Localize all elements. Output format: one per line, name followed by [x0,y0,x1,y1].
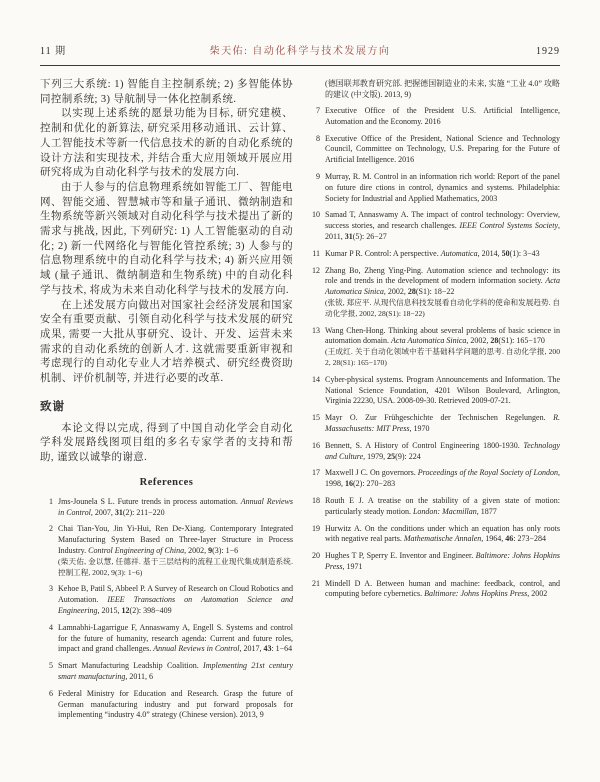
reference-item [307,441,560,463]
reference-segment: Maxwell J C. On governors. [325,468,418,478]
reference-segment: 31 [114,507,123,517]
reference-segment: (2): 270−283 [353,479,396,489]
reference-item [307,210,560,242]
references-list-left [40,497,293,721]
reference-segment: Federal Ministry for Education and Research. Grasp the future of German manufacturing industry and put forward proposals for implementing “industry 4.0” strategy (Chinese version). 2013, 9 [58,688,293,720]
reference-item [307,413,560,435]
reference-segment: Automatica [440,248,478,258]
page-number: 1929 [536,46,560,57]
reference-segment: , 2002, [383,287,408,297]
reference-segment: , 1979, [363,451,388,461]
reference-text [325,249,560,260]
reference-segment: (9): 224 [395,451,421,461]
reference-segment: Acta Automatica Sinica [391,336,467,346]
reference-segment: Mathematische Annalen [403,534,482,544]
reference-text [58,497,293,519]
reference-segment: Executive Office of the President, National Science and Technology Council, Committee on Technology, U.S. Preparing for the Future of Artificial Intelligence. 2016 [325,133,560,165]
reference-text [325,579,560,601]
reference-chinese-text: (柴天佑, 金以慧, 任德祥. 基于三层结构的流程工业现代集成制造系统. 控制工程, 2002, 9(3): 1−6) [58,556,293,577]
reference-segment: (3): 1−6 [212,546,239,556]
reference-text [58,524,293,578]
reference-segment: Wang Chen-Hong. Thinking about several problems of basic science in automation domain. [325,325,560,346]
reference-segment: Murray, R. M. Control in an information rich world: Report of the panel on future dire ctions in control, dynamics and systems. Philadelphia: Society for Industrial and Applied Mathematics, 2003 [325,171,560,203]
reference-segment: Mindell D A. Between human and machine: feedback, control, and computing before cybernetics. [325,578,560,599]
reference-segment: , 2002, [466,336,491,346]
reference-segment: Annual Reviews in Control [153,644,240,654]
reference-segment: 9 [208,546,213,556]
references-list-right [307,106,560,600]
reference-segment: , 1877 [476,506,497,516]
reference-segment: , 2017, [239,644,264,654]
reference-segment: Annual Reviews in Control [58,496,294,517]
reference-segment: IEEE Control Systems Society [459,221,558,231]
reference-number: 8 [316,133,320,143]
reference-segment: 43 [263,644,272,654]
reference-item [307,375,560,407]
reference-segment: Smart Manufacturing Leadship Coalition. [58,661,204,671]
reference-segment: , 1964, [481,534,506,544]
body-paragraph: 由于人参与的信息物理系统如智能工厂、智能电网、智能交通、智慧城市等和量子通讯、微纳制造和生物系统等新兴领域对自动化科学与技术提出了新的需求与挑战, 因此, 下列研究: 1) 人工智能驱动的自动化; 2) 新一代网络化与智能化管控系统; 3) 人参与的信息物理系统中的自动化科学与技术; 4) 新兴应用领域 (量子通讯、微纳制造和生物系统) 中的自动化科学与技术, 将成为未来自动化科学与技术的发展方向. [40,181,293,296]
reference-text [58,584,293,616]
reference-item [307,266,560,320]
reference-number: 10 [312,210,320,220]
reference-item [40,497,293,519]
reference-number: 17 [312,468,320,478]
reference-text [325,375,560,407]
acknowledgment-heading: 致谢 [40,400,65,413]
reference-segment: , 1970 [409,423,430,433]
reference-segment: London: Macmillan [412,506,477,516]
reference-segment: (5): 26−27 [352,231,387,241]
reference-segment: Zhang Bo, Zheng Ying-Ping. Automation science and technology: its role and trends in the development of modern information society. [325,265,560,286]
reference-chinese-text: (王成红. 关于自动化领域中若干基础科学问题的思考. 自动化学报, 2002, 28(S1): 165−170) [325,347,560,367]
reference-segment: IEEE Transactions on Automation Science and Engineering [58,595,294,616]
reference-item [307,524,560,546]
reference-number: 18 [312,495,320,505]
reference-text [325,468,560,490]
reference-number: 2 [49,524,53,534]
reference-number: 1 [49,496,53,506]
reference-segment: Mayr O. Zur Frühgeschichte der Technischen Regelungen. [325,413,554,423]
reference-segment: , 1998, [325,468,561,489]
reference-segment: 25 [387,451,396,461]
reference-text [58,661,293,683]
reference-item [307,551,560,573]
reference-segment: , 2002, [184,546,209,556]
reference-segment: Technology and Culture [325,440,560,461]
reference-segment: (S1): 165−170 [498,336,545,346]
reference-segment: (2): 398−409 [129,606,172,616]
reference-number: 21 [312,578,320,588]
two-column-body [40,78,560,727]
reference-chinese-text: (张钹, 郑应平. 从现代信息科技发展看自动化学科的使命和发展趋势. 自动化学报, 2002, 28(S1): 18−22) [325,297,560,318]
reference-segment: 28 [407,287,416,297]
reference-segment: 28 [490,336,499,346]
reference-item [40,661,293,683]
reference-item [307,106,560,128]
references-heading: References [139,476,194,488]
reference-segment: Samad T, Annaswamy A. The impact of control technology: Overview, success stories, and research challenges. [325,210,560,231]
reference-segment: 12 [121,606,130,616]
reference-segment: Chai Tian-You, Jin Yi-Hui, Ren De-Xiang. Contemporary Integrated Manufacturing System Based on Three-layer Structure in Process Industry. [58,524,293,556]
reference-number: 12 [312,265,320,275]
reference-segment: , 2015, [97,606,122,616]
reference-text [325,210,560,242]
reference-item [307,172,560,204]
right-column-lead: (德国联邦教育研究部. 把握德国制造业的未来, 实施 “工业 4.0” 攻略的建议 (中文版). 2013, 9) [325,79,560,99]
reference-item [40,623,293,655]
reference-item [40,689,293,721]
reference-number: 3 [49,584,53,594]
reference-text [325,106,560,128]
reference-text [325,413,560,435]
reference-segment: 50 [501,248,510,258]
reference-segment: Implementing 21st century smart manufacturing [58,661,294,682]
reference-item [307,579,560,601]
reference-text [325,266,560,320]
reference-segment: : 273−284 [513,534,546,544]
reference-segment: Executive Office of the President U.S. Artificial Intelligence, Automation and the Economy. 2016 [325,106,560,126]
reference-segment: : 1−64 [271,644,293,654]
reference-number: 4 [49,622,53,632]
reference-segment: Control Engineering of China [88,546,185,556]
reference-text [58,623,293,655]
reference-number: 5 [49,661,53,671]
reference-segment: Lamnabhi-Lagarrigue F, Annaswamy A, Engell S. Systems and control for the future of humanity, research agenda: Current and future roles, impact and grand challenges. [58,622,293,654]
reference-text [325,441,560,463]
reference-segment: Cyber-physical systems. Program Announcements and Information. The National Science Foundation, 4201 Wilson Boulevard, Arlington, Virginia 22230, USA. 2008-09-30. Retrieved 2009-07-21. [325,374,560,406]
reference-segment: 46 [505,534,514,544]
reference-segment: Routh E J. A treatise on the stability of a given state of motion: particularly steady motion. [325,495,560,516]
reference-text [325,524,560,546]
reference-text [325,172,560,204]
reference-number: 19 [312,523,320,533]
reference-number: 16 [312,440,320,450]
reference-item [307,496,560,518]
reference-segment: Baltimore: Johns Hopkins Press [325,551,560,571]
reference-number: 15 [312,413,320,423]
body-paragraph: 以实现上述系统的愿景功能为目标, 研究建模、控制和优化的新算法, 研究采用移动通讯、云计算、人工智能技术等新一代信息技术的新的自动化系统的设计方法和实现技术, 并结合重大应用领域开展应用研究将成为自动化科学与技术的发展方向. [40,108,293,179]
reference-segment: , 2011, [325,221,560,241]
reference-segment: Hurwitz A. On the conditions under which an equation has only roots with negative real parts. [325,523,560,544]
reference-segment: Bennett, S. A History of Control Engineering 1800-1930. [325,440,524,450]
reference-text [325,551,560,573]
reference-text [58,689,293,721]
reference-segment: Jms-Jounela S L. Future trends in process automation. [58,496,241,506]
reference-text [325,326,560,369]
reference-segment: R. Massachusetts: MIT Press [325,413,560,433]
reference-number: 9 [316,171,320,181]
reference-segment: Kehoe B, Patil S, Abbeel P. A Survey of Research on Cloud Robotics and Automation. [58,584,293,605]
acknowledgment-text: 本论文得以完成, 得到了中国自动化学会自动化学科发展路线图项目组的多名专家学者的支持和帮助, 谨致以诚挚的谢意. [40,422,293,464]
left-column [40,78,293,727]
reference-text [325,134,560,166]
reference-segment: (1): 3−43 [509,248,540,258]
reference-segment: Proceedings of the Royal Society of London [417,468,559,478]
reference-segment: , 2002 [527,589,548,599]
reference-segment: (S1): 18−22 [415,287,455,297]
reference-number: 11 [312,248,320,258]
reference-item [307,134,560,166]
reference-segment: Baltimore: Johns Hopkins Press [424,589,528,599]
reference-number: 13 [312,325,320,335]
reference-number: 6 [49,688,53,698]
reference-item [40,524,293,578]
reference-segment: Acta Automatica Sinica [325,276,560,297]
reference-segment: 31 [344,231,353,241]
body-paragraph: 下列三大系统: 1) 智能自主控制系统; 2) 多智能体协同控制系统; 3) 导航制导一体化控制系统. [40,79,293,105]
right-column [307,78,560,727]
reference-item [307,468,560,490]
reference-segment: , 2014, [477,248,502,258]
body-paragraph: 在上述发展方向做出对国家社会经济发展和国家安全有重要贡献、引领自动化科学与技术发展的研究成果, 需要一大批从事研究、设计、开发、运营未来需求的自动化系统的创新人才. 这就需要重新审视和考虑现行的自动化专业人才培养模式、研究经费资助机制、评价机制等, 并进行必要的改革. [40,299,293,385]
journal-issue: 11 期 [40,46,67,57]
reference-number: 7 [316,106,320,115]
reference-number: 20 [312,551,320,561]
reference-segment: , 2007, [90,507,115,517]
reference-segment: (2): 211−220 [122,507,165,517]
reference-segment: Kumar P R. Control: A perspective. [325,248,441,258]
page-header [40,42,560,66]
reference-number: 14 [312,374,320,384]
reference-item [40,584,293,616]
running-title: 柴天佑: 自动化科学与技术发展方向 [209,46,391,57]
reference-text [325,496,560,518]
reference-item [307,326,560,369]
reference-item [307,249,560,260]
reference-segment: , 2011, 6 [125,672,154,682]
reference-segment: Hughes T P, Sperry E. Inventor and Engineer. [325,551,476,561]
reference-segment: , 1971 [342,561,363,571]
reference-segment: 16 [345,479,353,489]
